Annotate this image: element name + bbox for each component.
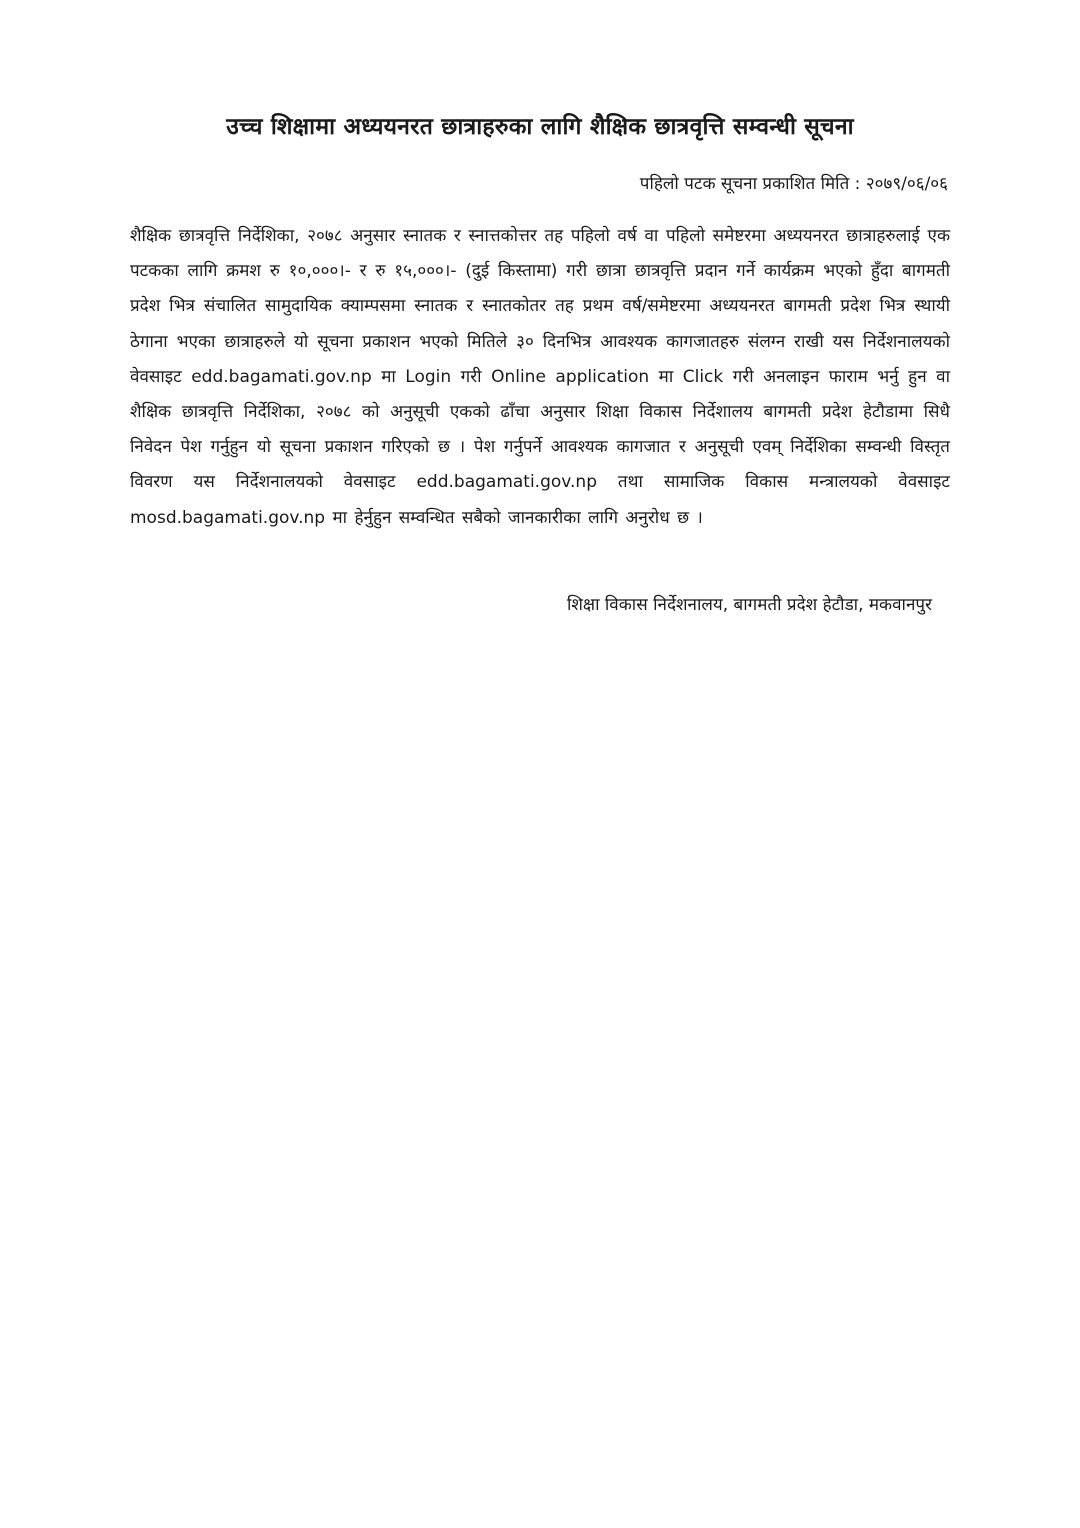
- notice-body-paragraph: शैक्षिक छात्रवृत्ति निर्देशिका, २०७८ अनुसार स्नातक र स्नात्तकोत्तर तह पहिलो वर्ष वा पहिलो समेष्टरमा अध्ययनरत छात्राहरुलाई एक पटकका लागि क्रमश रु १०,०००।- र रु १५,०००।- (दुई किस्तामा) गरी छात्रा छात्रवृत्ति प्रदान गर्ने कार्यक्रम भएको हुँदा बागमती प्रदेश भित्र संचालित सामुदायिक क्याम्पसमा स्नातक र स्नातकोतर तह प्रथम वर्ष/समेष्टरमा अध्ययनरत बागमती प्रदेश भित्र स्थायी ठेगाना भएका छात्राहरुले यो सूचना प्रकाशन भएको मितिले ३० दिनभित्र आवश्यक कागजातहरु संलग्न राखी यस निर्देशनालयको वेवसाइट edd.bagamati.gov.np मा Login गरी Online application मा Click गरी अनलाइन फाराम भर्नु हुन वा शैक्षिक छात्रवृत्ति निर्देशिका, २०७८ को अनुसूची एकको ढाँचा अनुसार शिक्षा विकास निर्देशालय बागमती प्रदेश हेटौडामा सिधै निवेदन पेश गर्नुहुन यो सूचना प्रकाशन गरिएको छ । पेश गर्नुपर्ने आवश्यक कागजात र अनुसूची एवम् निर्देशिका सम्वन्धी विस्तृत विवरण यस निर्देशनालयको वेवसाइट edd.bagamati.gov.np तथा सामाजिक विकास मन्त्रालयको वेवसाइट mosd.bagamati.gov.np मा हेर्नुहुन सम्वन्धित सबैको जानकारीका लागि अनुरोध छ ।: [130, 226, 950, 528]
- issuing-office-signature: शिक्षा विकास निर्देशनालय, बागमती प्रदेश हेटौडा, मकवानपुर: [566, 595, 932, 615]
- publication-date-line: पहिलो पटक सूचना प्रकाशित मिति : २०७९/०६/०६: [639, 174, 948, 194]
- notice-title: उच्च शिक्षामा अध्ययनरत छात्राहरुका लागि शैक्षिक छात्रवृत्ति सम्वन्धी सूचना: [226, 114, 854, 140]
